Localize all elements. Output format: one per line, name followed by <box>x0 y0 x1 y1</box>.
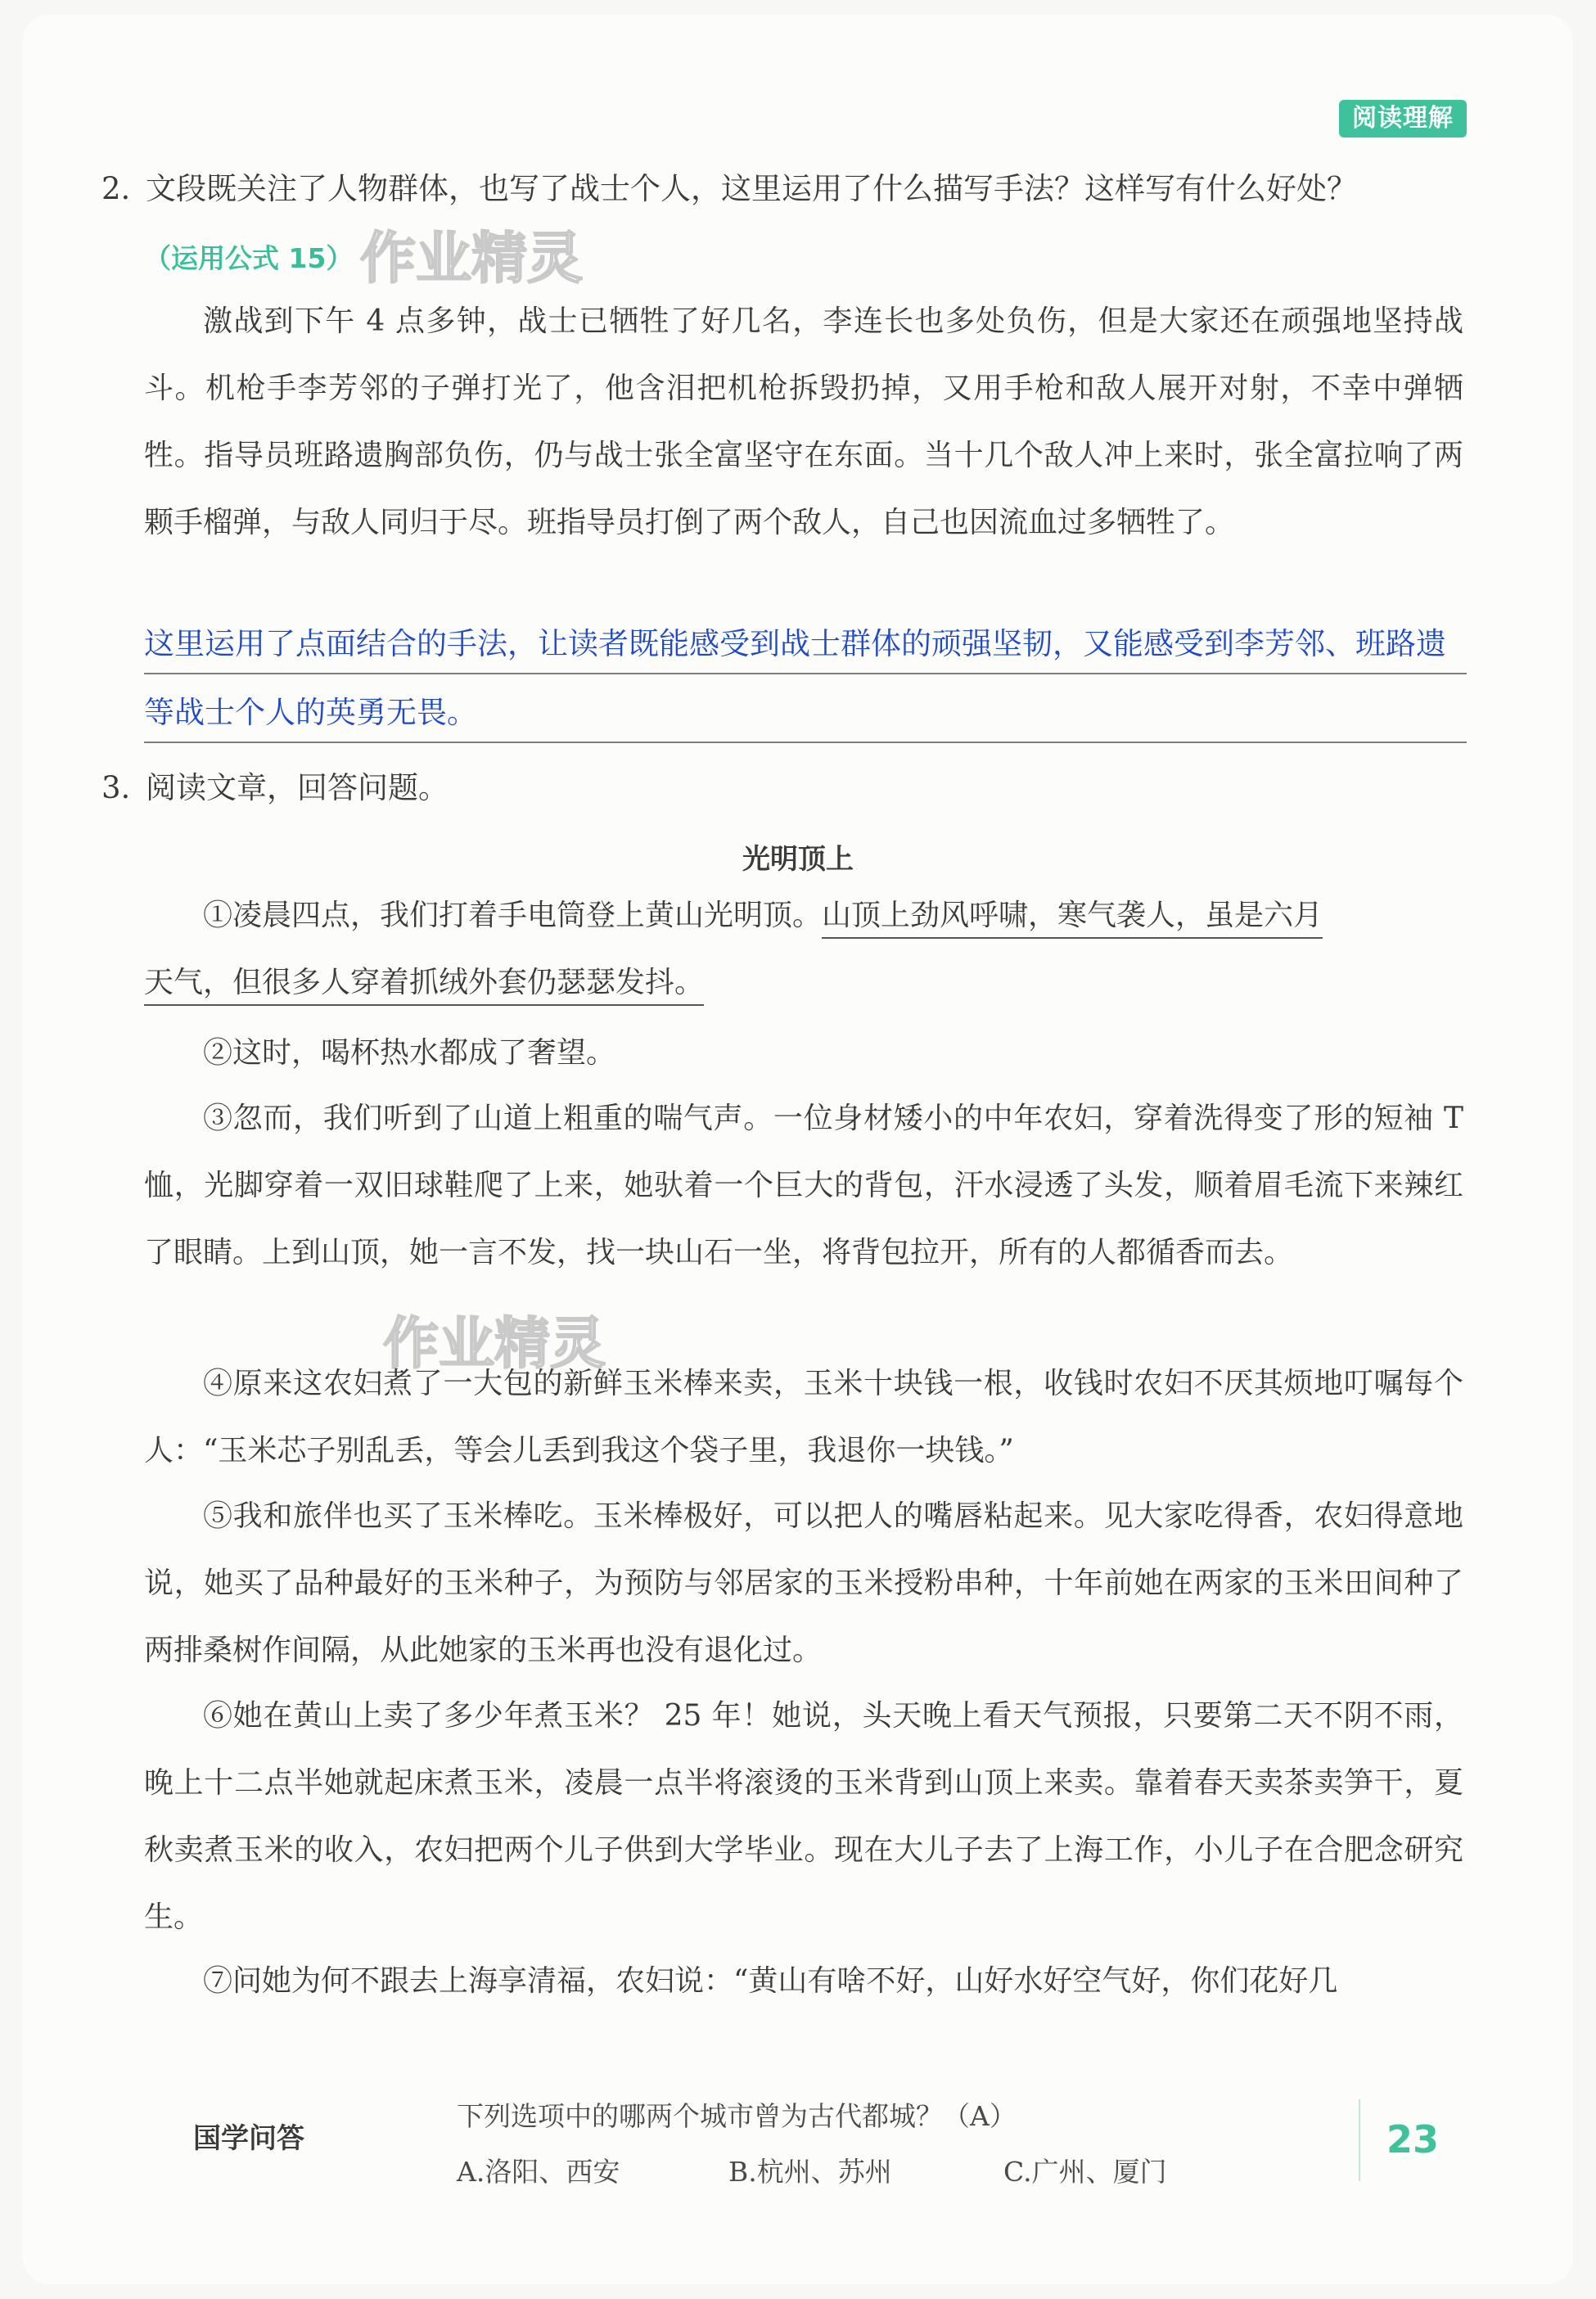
article-p3: ③忽而，我们听到了山道上粗重的喘气声。一位身材矮小的中年农妇，穿着洗得变了形的短袖 T 恤，光脚穿着一双旧球鞋爬了上来，她驮着一个巨大的背包，汗水浸透了头发，顺着眉毛流下来辣红了眼睛。上到山顶，她一言不发，找一块山石一坐，将背包拉开，所有的人都循香而去。 <box>144 1102 1463 1269</box>
footer-divider <box>1359 2099 1360 2181</box>
p1-underlined-a: 山顶上劲风呼啸，寒气袭人，虽是六月 <box>822 899 1323 939</box>
page-number: 23 <box>1386 2117 1440 2162</box>
footer-label: 国学问答 <box>193 2122 304 2155</box>
article-title: 光明顶上 <box>742 843 854 876</box>
article-p4: ④原来这农妇煮了一大包的新鲜玉米棒来卖，玉米十块钱一根，收钱时农妇不厌其烦地叮嘱每个人：“玉米芯子别乱丢，等会儿丢到我这个袋子里，我退你一块钱。” <box>144 1367 1463 1467</box>
q2-formula: （运用公式 15） <box>144 242 354 274</box>
answer-rule-2 <box>144 742 1467 743</box>
p1-plain: ①凌晨四点，我们打着手电筒登上黄山光明顶。 <box>203 899 823 932</box>
answer-rule-1 <box>144 673 1467 674</box>
q3-number: 3. <box>101 770 131 805</box>
article-p2: ②这时，喝杯热水都成了奢望。 <box>203 1036 616 1070</box>
q2-question: 文段既关注了人物群体，也写了战士个人，这里运用了什么描写手法？这样写有什么好处？ <box>146 171 1357 206</box>
footer-question: 下列选项中的哪两个城市曾为古代都城？（A） <box>457 2100 1017 2132</box>
article-p5: ⑤我和旅伴也买了玉米棒吃。玉米棒极好，可以把人的嘴唇粘起来。见大家吃得香，农妇得意地说，她买了品种最好的玉米种子，为预防与邻居家的玉米授粉串种，十年前她在两家的玉米田间种了两排桑树作间隔，从此她家的玉米再也没有退化过。 <box>144 1499 1463 1667</box>
q2-number: 2. <box>101 171 131 206</box>
footer-option-c: C.广州、厦门 <box>1003 2156 1167 2188</box>
p1-underlined-b: 天气，但很多人穿着抓绒外套仍瑟瑟发抖。 <box>144 966 704 1006</box>
watermark-1: 作业精灵 <box>360 227 584 291</box>
article-p1 <box>144 882 1463 1017</box>
footer-option-b: B.杭州、苏州 <box>728 2156 892 2188</box>
footer-option-a: A.洛阳、西安 <box>457 2156 620 2188</box>
article-p6: ⑥她在黄山上卖了多少年煮玉米？ 25 年！她说，头天晚上看天气预报，只要第二天不阴不雨，晚上十二点半她就起床煮玉米，凌晨一点半将滚烫的玉米背到山顶上来卖。靠着春天卖茶卖笋干，夏秋卖煮玉米的收入，农妇把两个儿子供到大学毕业。现在大儿子去了上海工作，小儿子在合肥念研究生。 <box>144 1699 1463 1934</box>
q2-passage: 激战到下午 4 点多钟，战士已牺牲了好几名，李连长也多处负伤，但是大家还在顽强地坚持战斗。机枪手李芳邻的子弹打光了，他含泪把机枪拆毁扔掉，又用手枪和敌人展开对射，不幸中弹牺牲。指导员班路遗胸部负伤，仍与战士张全富坚守在东面。当十几个敌人冲上来时，张全富拉响了两颗手榴弹，与敌人同归于尽。班指导员打倒了两个敌人，自己也因流血过多牺牲了。 <box>144 304 1463 539</box>
q3-question: 阅读文章，回答问题。 <box>146 770 449 805</box>
section-badge: 阅读理解 <box>1339 100 1467 137</box>
watermark-2: 作业精灵 <box>383 1312 606 1377</box>
q2-answer-line-1: 这里运用了点面结合的手法，让读者既能感受到战士群体的顽强坚韧，又能感受到李芳邻、班路遗 <box>144 626 1446 661</box>
q2-answer-line-2: 等战士个人的英勇无畏。 <box>144 695 477 730</box>
article-p7: ⑦问她为何不跟去上海享清福，农妇说：“黄山有啥不好，山好水好空气好，你们花好几 <box>203 1964 1338 1998</box>
